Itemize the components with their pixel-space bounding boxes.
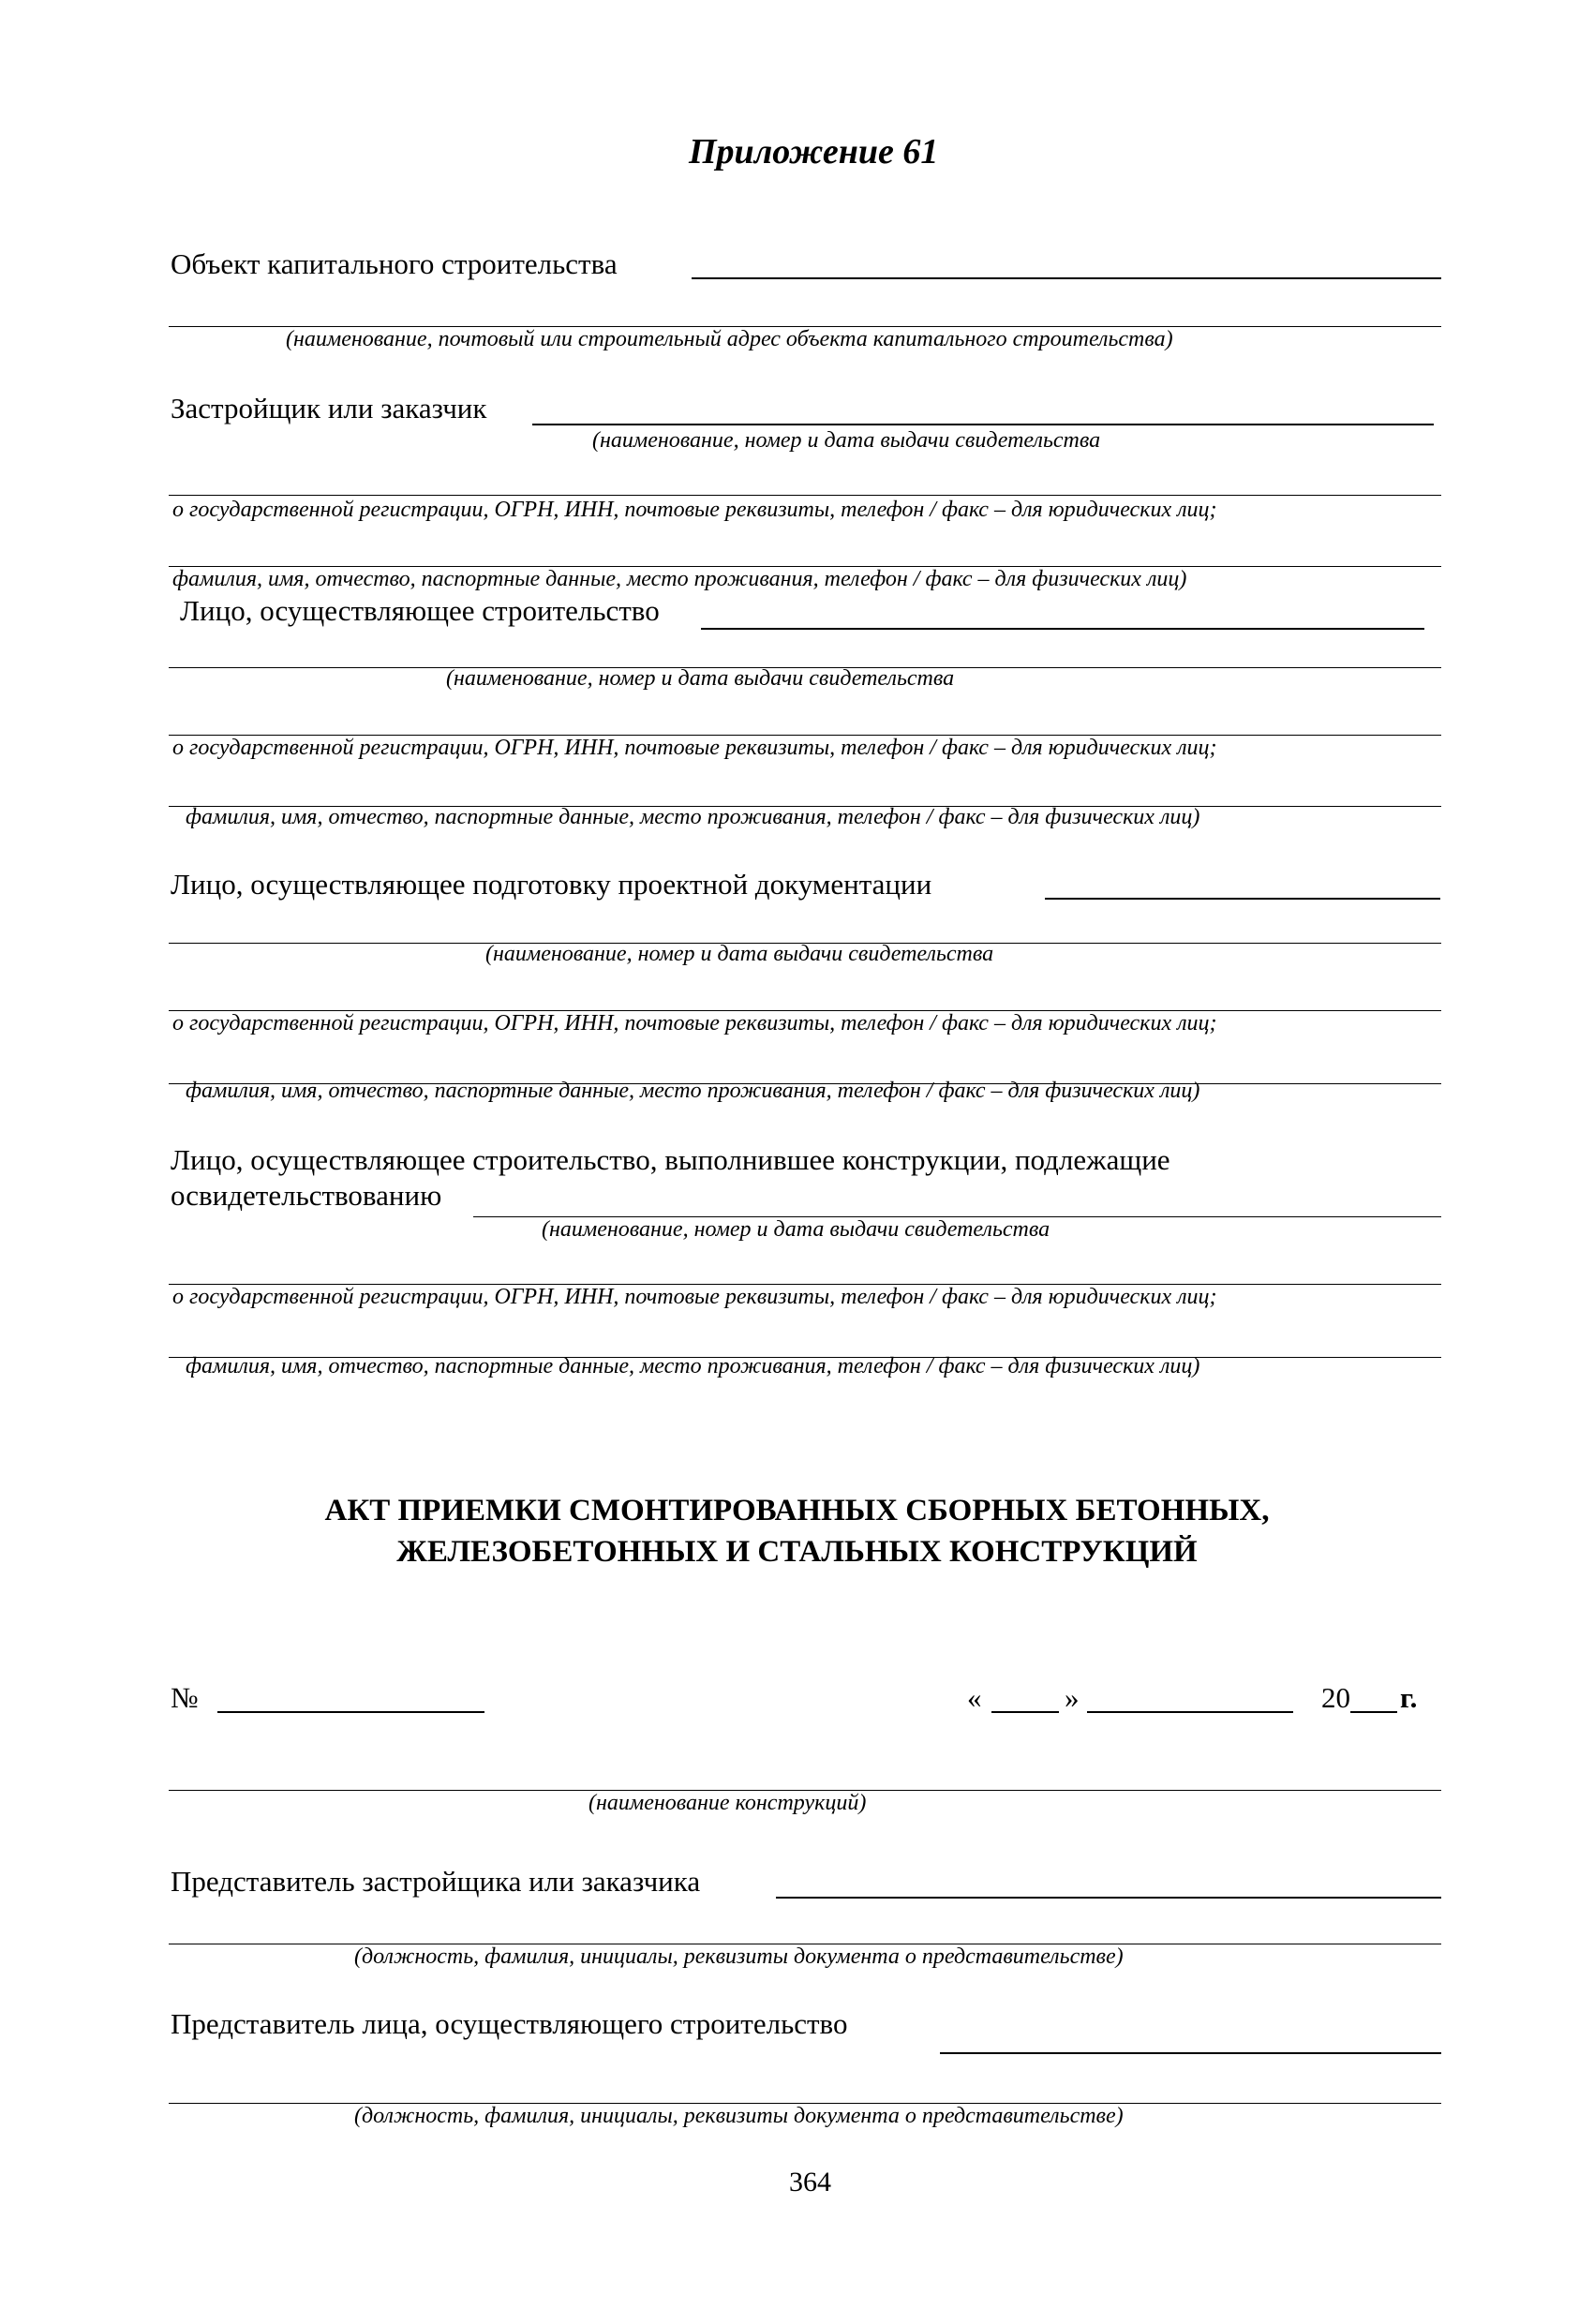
object-caption: (наименование, почтовый или строительный адрес объекта капитального строительства)	[286, 327, 1173, 351]
rep-developer-field[interactable]	[776, 1897, 1441, 1899]
executor-label-line1: Лицо, осуществляющее строительство, выполнившее конструкции, подлежащие	[171, 1143, 1170, 1176]
act-number-sign: №	[171, 1681, 199, 1714]
builder-label: Лицо, осуществляющее строительство	[180, 594, 660, 627]
designer-caption-1: (наименование, номер и дата выдачи свидетельства	[485, 942, 994, 966]
designer-label: Лицо, осуществляющее подготовку проектной документации	[171, 868, 932, 901]
date-month-field[interactable]	[1087, 1711, 1293, 1713]
executor-caption-2: о государственной регистрации, ОГРН, ИНН, почтовые реквизиты, телефон / факс – для юридических лиц;	[172, 1285, 1217, 1309]
rep-builder-field[interactable]	[940, 2052, 1441, 2054]
developer-caption-1: (наименование, номер и дата выдачи свидетельства	[592, 428, 1101, 453]
builder-field-line[interactable]	[701, 628, 1424, 630]
builder-caption-2: о государственной регистрации, ОГРН, ИНН, почтовые реквизиты, телефон / факс – для юридических лиц;	[172, 736, 1217, 760]
page-number: 364	[789, 2167, 831, 2197]
developer-field-line[interactable]	[532, 424, 1434, 425]
construction-caption: (наименование конструкций)	[588, 1791, 867, 1815]
date-year-field[interactable]	[1350, 1711, 1397, 1713]
appendix-title: Приложение 61	[689, 132, 939, 171]
rep-builder-label: Представитель лица, осуществляющего строительство	[171, 2007, 848, 2040]
designer-caption-2: о государственной регистрации, ОГРН, ИНН, почтовые реквизиты, телефон / факс – для юридических лиц;	[172, 1011, 1217, 1035]
date-day-field[interactable]	[991, 1711, 1059, 1713]
act-title-line1: АКТ ПРИЕМКИ СМОНТИРОВАННЫХ СБОРНЫХ БЕТОННЫХ,	[324, 1494, 1270, 1527]
date-year-prefix: 20	[1321, 1681, 1350, 1714]
rep-developer-label: Представитель застройщика или заказчика	[171, 1865, 701, 1898]
designer-caption-3: фамилия, имя, отчество, паспортные данные, место проживания, телефон / факс – для физических лиц)	[186, 1079, 1200, 1103]
developer-label: Застройщик или заказчик	[171, 392, 487, 425]
executor-caption-1: (наименование, номер и дата выдачи свидетельства	[542, 1217, 1050, 1242]
builder-caption-1: (наименование, номер и дата выдачи свидетельства	[446, 666, 955, 691]
date-year-suffix: г.	[1400, 1681, 1418, 1714]
executor-caption-3: фамилия, имя, отчество, паспортные данные, место проживания, телефон / факс – для физических лиц)	[186, 1354, 1200, 1378]
developer-field-line-2[interactable]	[169, 495, 1441, 496]
executor-label-line2: освидетельствованию	[171, 1179, 442, 1212]
date-quote-close: »	[1065, 1681, 1080, 1714]
act-title-line2: ЖЕЛЕЗОБЕТОННЫХ И СТАЛЬНЫХ КОНСТРУКЦИЙ	[396, 1535, 1198, 1569]
rep-developer-caption: (должность, фамилия, инициалы, реквизиты документа о представительстве)	[354, 1944, 1124, 1969]
rep-builder-caption: (должность, фамилия, инициалы, реквизиты документа о представительстве)	[354, 2104, 1124, 2128]
act-number-field[interactable]	[217, 1711, 484, 1713]
date-quote-open: «	[967, 1681, 982, 1714]
developer-caption-2: о государственной регистрации, ОГРН, ИНН, почтовые реквизиты, телефон / факс – для юридических лиц;	[172, 498, 1217, 522]
object-label: Объект капитального строительства	[171, 247, 618, 280]
object-field-line[interactable]	[692, 277, 1441, 279]
developer-caption-3: фамилия, имя, отчество, паспортные данные, место проживания, телефон / факс – для физических лиц)	[172, 567, 1187, 591]
builder-caption-3: фамилия, имя, отчество, паспортные данные, место проживания, телефон / факс – для физических лиц)	[186, 805, 1200, 829]
designer-field-line[interactable]	[1045, 898, 1440, 900]
